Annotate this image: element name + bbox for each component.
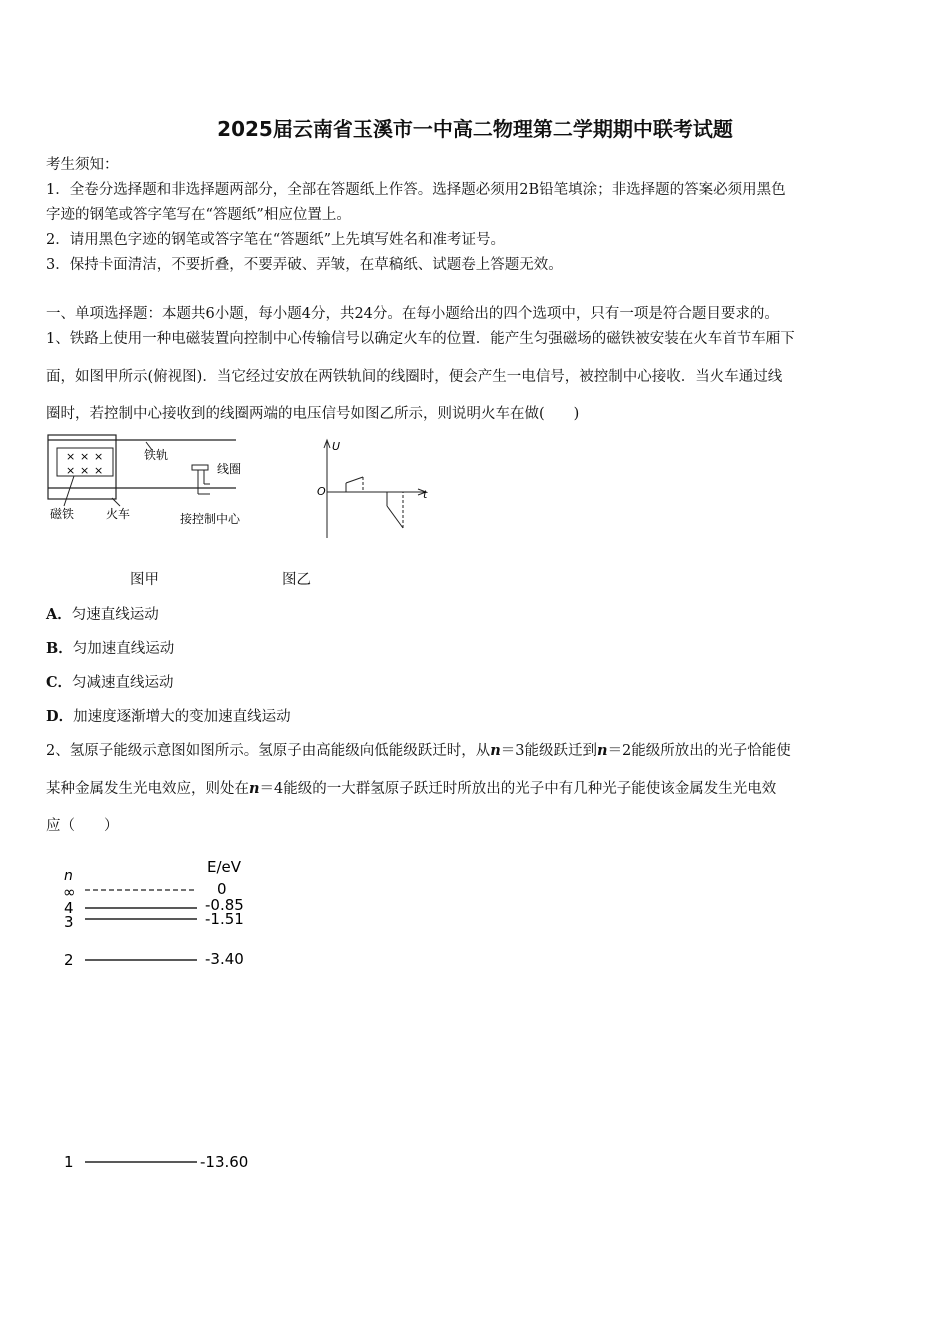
option-letter: C． bbox=[46, 674, 73, 691]
level-energy: -3.40 bbox=[205, 950, 244, 968]
option-text: 加速度逐渐增大的变加速直线运动 bbox=[73, 709, 291, 725]
magnet-cross: × bbox=[94, 464, 104, 477]
train-label: 火车 bbox=[106, 507, 131, 521]
question-2-text: 应（ ） bbox=[46, 818, 119, 834]
magnet-label: 磁铁 bbox=[50, 507, 75, 521]
text-segment: ＝3能级跃迁到 bbox=[500, 743, 598, 759]
magnet-cross: × bbox=[94, 450, 104, 463]
diagram-e-label: E/eV bbox=[207, 858, 242, 876]
option-text: 匀加速直线运动 bbox=[72, 641, 175, 657]
figure-jia-caption: 图甲 bbox=[130, 572, 159, 588]
notice-item: 字迹的钢笔或答字笔写在“答题纸”相应位置上。 bbox=[46, 207, 351, 223]
figure-jia bbox=[40, 428, 260, 528]
magnet-cross: × bbox=[80, 464, 90, 477]
text-segment: 2、氢原子能级示意图如图所示。氢原子由高能级向低能级跃迁时，从 bbox=[46, 743, 491, 759]
figure-yi-caption: 图乙 bbox=[282, 572, 311, 588]
section-heading: 一、单项选择题：本题共6小题，每小题4分，共24分。在每小题给出的四个选项中，只有一项是符合题目要求的。 bbox=[46, 306, 779, 322]
axis-origin-label: O bbox=[317, 485, 326, 498]
variable-n: n bbox=[597, 742, 608, 759]
magnet-cross: × bbox=[66, 464, 76, 477]
level-n: 3 bbox=[64, 913, 74, 931]
option-text: 匀减速直线运动 bbox=[72, 675, 174, 691]
notice-heading: 考生须知： bbox=[46, 157, 119, 173]
level-n: 1 bbox=[64, 1153, 74, 1171]
coil-label: 线圈 bbox=[217, 462, 242, 476]
option-b[interactable] bbox=[46, 637, 174, 658]
text-segment: ＝4能级的一大群氢原子跃迁时所放出的光子中有几种光子能使该金属发生光电效 bbox=[259, 781, 777, 797]
figure-yi bbox=[312, 436, 437, 542]
diagram-n-label: n bbox=[64, 868, 73, 884]
level-n: 2 bbox=[64, 951, 74, 969]
question-1-text: 圈时，若控制中心接收到的线圈两端的电压信号如图乙所示，则说明火车在做( ) bbox=[46, 406, 580, 422]
notice-item: 1．全卷分选择题和非选择题两部分，全部在答题纸上作答。选择题必须用2B铅笔填涂；非选择题的答案必须用黑色 bbox=[46, 182, 786, 198]
control-center-label: 接控制中心 bbox=[180, 512, 241, 526]
option-d[interactable] bbox=[46, 705, 291, 726]
option-letter: D． bbox=[46, 708, 74, 725]
level-energy: -1.51 bbox=[205, 910, 244, 928]
notice-item: 3．保持卡面清洁，不要折叠，不要弄破、弄皱，在草稿纸、试题卷上答题无效。 bbox=[46, 257, 563, 273]
magnet-cross: × bbox=[80, 450, 90, 463]
level-energy: -13.60 bbox=[200, 1153, 249, 1171]
option-letter: A． bbox=[46, 606, 72, 623]
level-energy: -0.85 bbox=[205, 896, 244, 914]
axis-t-label: t bbox=[423, 488, 428, 501]
text-segment: 某种金属发生光电效应，则处在 bbox=[46, 781, 249, 797]
question-2-text bbox=[46, 777, 776, 798]
text-segment: ＝2能级所放出的光子恰能使 bbox=[607, 743, 791, 759]
rail-label: 铁轨 bbox=[144, 448, 169, 462]
variable-n: n bbox=[490, 742, 501, 759]
option-letter: B． bbox=[46, 640, 73, 657]
variable-n: n bbox=[249, 780, 260, 797]
question-1-text: 面，如图甲所示(俯视图)．当它经过安放在两铁轨间的线圈时，便会产生一电信号，被控制中心接收．当火车通过线 bbox=[46, 369, 783, 385]
page-title: 2025届云南省玉溪市一中高二物理第二学期期中联考试题 bbox=[217, 117, 733, 141]
level-energy: 0 bbox=[217, 880, 227, 898]
magnet-cross: × bbox=[66, 450, 76, 463]
option-text: 匀速直线运动 bbox=[71, 607, 159, 623]
notice-item: 2．请用黑色字迹的钢笔或答字笔在“答题纸”上先填写姓名和准考证号。 bbox=[46, 232, 506, 248]
level-n: 4 bbox=[64, 899, 74, 917]
energy-level-diagram bbox=[55, 852, 265, 1177]
option-c[interactable] bbox=[46, 671, 174, 692]
option-a[interactable] bbox=[46, 603, 159, 624]
question-2-text bbox=[46, 739, 791, 760]
axis-u-label: U bbox=[332, 440, 341, 453]
question-1-text: 1、铁路上使用一种电磁装置向控制中心传输信号以确定火车的位置．能产生匀强磁场的磁铁被安装在火车首节车厢下 bbox=[46, 331, 795, 347]
level-n: ∞ bbox=[63, 883, 76, 901]
